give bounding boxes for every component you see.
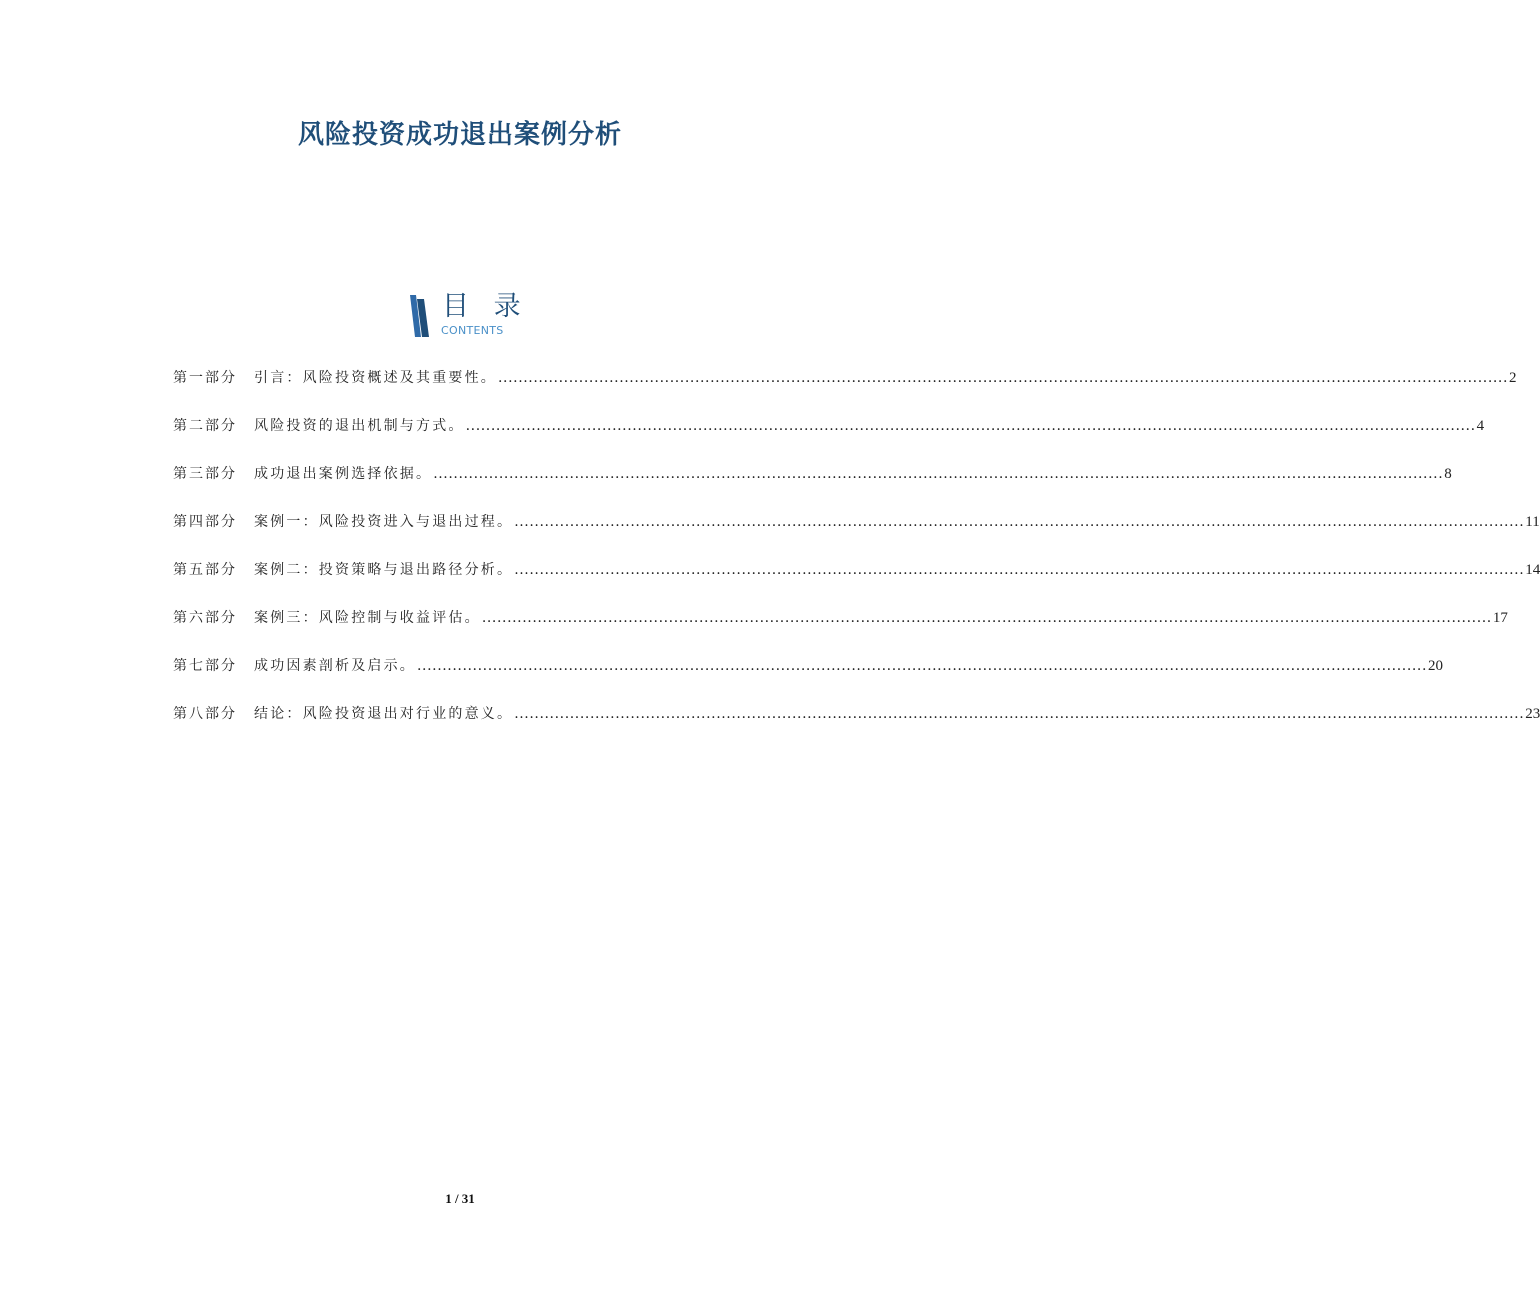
toc-dot-leader: ........................................................................................................................................................................................................: [514, 514, 1525, 530]
toc-entry-part: 第八部分: [173, 706, 237, 722]
toc-entry-page: 11: [1525, 514, 1540, 530]
toc-subheading: CONTENTS: [441, 324, 504, 337]
toc-dot-leader: ........................................................................................................................................................................................................: [514, 706, 1525, 722]
toc-dot-leader: ........................................................................................................................................................................................................: [465, 418, 1476, 434]
toc-entry[interactable]: [173, 462, 1452, 510]
toc-entry-part: 第七部分: [173, 658, 237, 674]
toc-entry-part: 第六部分: [173, 610, 237, 626]
toc-list: [173, 366, 1540, 750]
toc-entry[interactable]: [173, 414, 1485, 462]
page-indicator: 1 / 31: [445, 1191, 475, 1206]
toc-entry[interactable]: [173, 510, 1540, 558]
toc-entry[interactable]: [173, 558, 1540, 606]
toc-entry-page: 4: [1476, 418, 1485, 434]
toc-entry-part: 第三部分: [173, 466, 237, 482]
toc-dot-leader: ........................................................................................................................................................................................................: [481, 610, 1492, 626]
toc-entry-title: 案例二：投资策略与退出路径分析。: [254, 562, 514, 578]
toc-entry-part: 第二部分: [173, 418, 237, 434]
toc-entry-page: 20: [1428, 658, 1444, 674]
toc-entry-page: 14: [1525, 562, 1540, 578]
toc-entry-title: 风险投资的退出机制与方式。: [254, 418, 465, 434]
toc-dot-leader: ........................................................................................................................................................................................................: [417, 658, 1428, 674]
toc-entry[interactable]: [173, 702, 1540, 750]
toc-entry-title: 成功退出案例选择依据。: [254, 466, 433, 482]
toc-entry-title: 引言：风险投资概述及其重要性。: [254, 370, 497, 386]
toc-entry-title: 成功因素剖析及启示。: [254, 658, 416, 674]
document-title: 风险投资成功退出案例分析: [297, 120, 622, 150]
toc-entry-title: 案例三：风险控制与收益评估。: [254, 610, 481, 626]
toc-entry-part: 第五部分: [173, 562, 237, 578]
toc-entry[interactable]: [173, 366, 1517, 414]
toc-entry-page: 8: [1444, 466, 1452, 482]
toc-entry-title: 案例一：风险投资进入与退出过程。: [254, 514, 514, 530]
toc-entry-part: 第一部分: [173, 370, 237, 386]
toc-entry-title: 结论：风险投资退出对行业的意义。: [254, 706, 514, 722]
toc-header: [408, 292, 548, 340]
toc-dot-leader: ........................................................................................................................................................................................................: [498, 370, 1509, 386]
toc-dot-leader: ........................................................................................................................................................................................................: [433, 466, 1444, 482]
toc-entry-page: 2: [1509, 370, 1517, 386]
toc-bookmark-icon: [408, 295, 430, 337]
toc-dot-leader: ........................................................................................................................................................................................................: [514, 562, 1525, 578]
toc-entry-page: 23: [1525, 706, 1540, 722]
toc-entry-part: 第四部分: [173, 514, 237, 530]
toc-entry[interactable]: [173, 606, 1508, 654]
toc-entry[interactable]: [173, 654, 1444, 702]
toc-heading: 目 录: [442, 291, 529, 322]
toc-entry-page: 17: [1492, 610, 1508, 626]
